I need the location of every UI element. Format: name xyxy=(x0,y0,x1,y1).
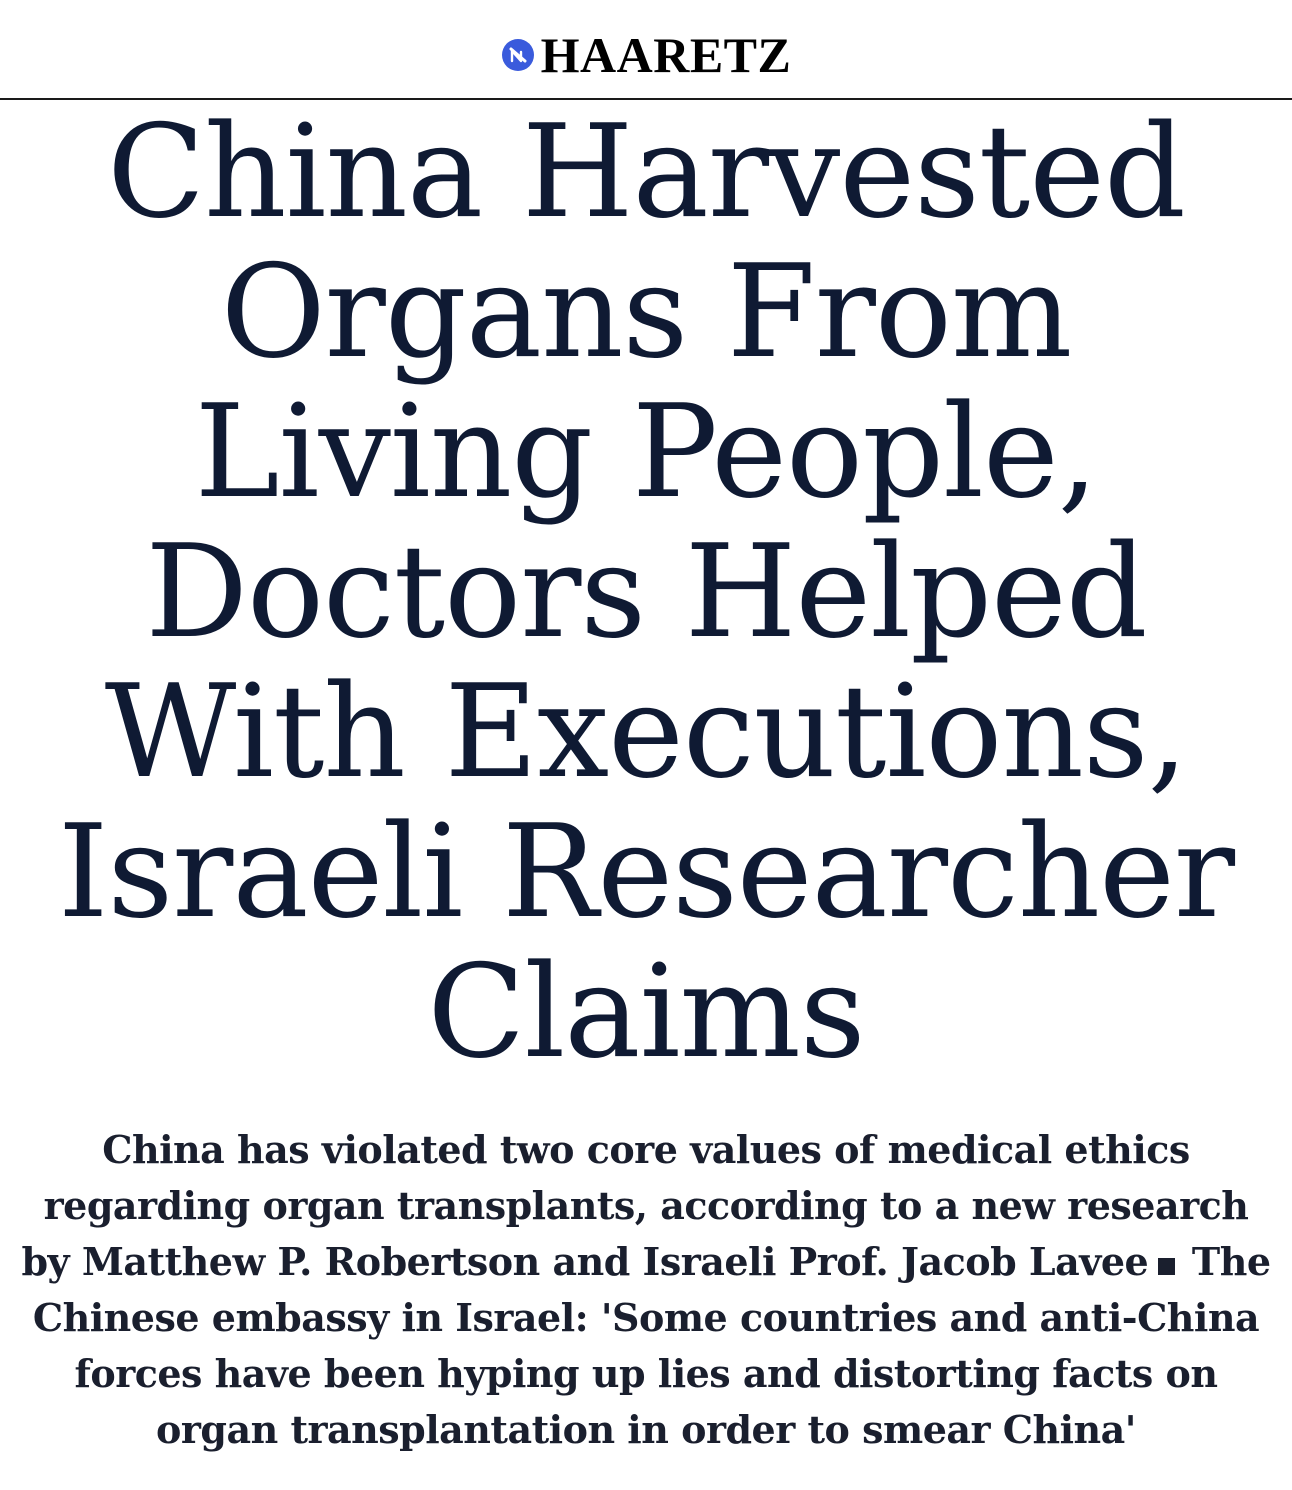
brand-name: HAARETZ xyxy=(540,27,792,83)
brand-logo[interactable] xyxy=(0,27,1292,83)
masthead xyxy=(0,0,1292,100)
article-subhead xyxy=(20,1122,1272,1458)
subhead-part-1: China has violated two core values of medical ethics regarding organ transplants, according to a new research by Matthew P. Robertson and Israeli Prof. Jacob Lavee xyxy=(21,1127,1249,1284)
subhead-part-2: The Chinese embassy in Israel: 'Some countries and anti-China forces have been hyping up lies and distorting facts on organ transplantation in order to smear China' xyxy=(32,1239,1271,1452)
article-headline: China Harvested Organs From Living People, Doctors Helped With Executions, Israeli Researcher Claims xyxy=(57,98,1235,1087)
bullet-separator-icon xyxy=(1158,1258,1175,1275)
haaretz-logo-icon xyxy=(501,38,535,72)
